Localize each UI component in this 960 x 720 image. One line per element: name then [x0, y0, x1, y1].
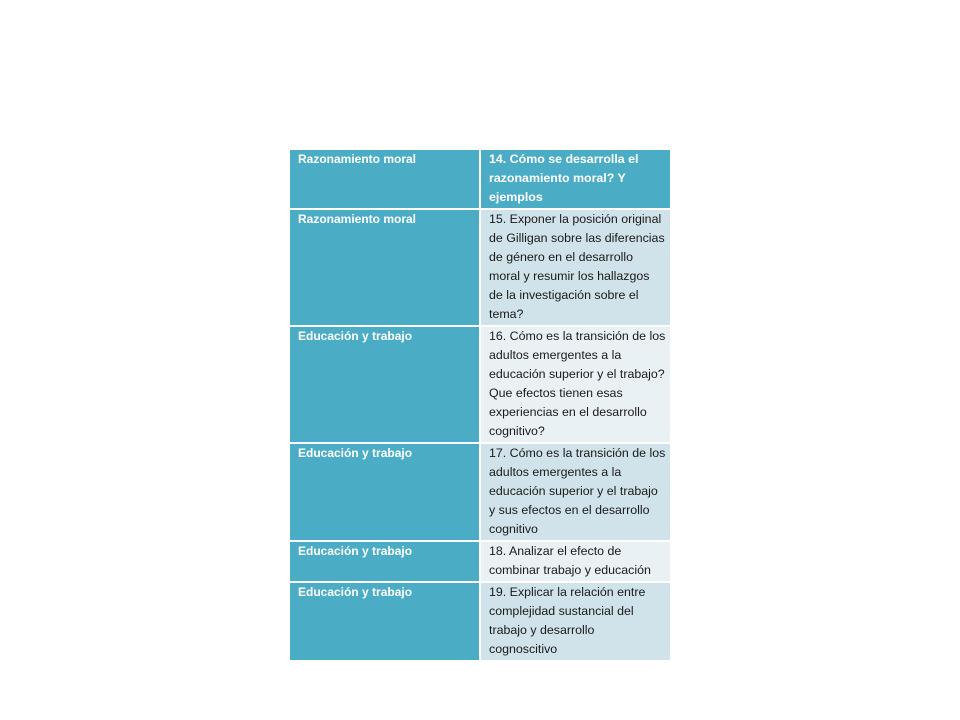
- question-cell: 16. Cómo es la transición de los adultos emergentes a la educación superior y el trabajo? Que efectos tienen esas experiencias en el desarrollo cognitivo?: [480, 326, 670, 443]
- table-row: [290, 326, 670, 443]
- question-cell: 18. Analizar el efecto de combinar trabajo y educación: [480, 541, 670, 582]
- category-cell: Razonamiento moral: [290, 150, 480, 209]
- category-cell: Educación y trabajo: [290, 326, 480, 443]
- category-cell: Educación y trabajo: [290, 443, 480, 541]
- table-header-row: [290, 150, 670, 209]
- topics-table: [290, 150, 670, 662]
- question-cell: 15. Exponer la posición original de Gilligan sobre las diferencias de género en el desarrollo moral y resumir los hallazgos de la investigación sobre el tema?: [480, 209, 670, 326]
- question-cell: 14. Cómo se desarrolla el razonamiento moral? Y ejemplos: [480, 150, 670, 209]
- table-row: [290, 209, 670, 326]
- category-cell: Educación y trabajo: [290, 541, 480, 582]
- question-cell: 19. Explicar la relación entre complejidad sustancial del trabajo y desarrollo cognoscitivo: [480, 582, 670, 661]
- table-row: [290, 541, 670, 582]
- category-cell: Educación y trabajo: [290, 582, 480, 661]
- category-cell: Razonamiento moral: [290, 209, 480, 326]
- question-cell: 17. Cómo es la transición de los adultos emergentes a la educación superior y el trabajo y sus efectos en el desarrollo cognitivo: [480, 443, 670, 541]
- table-row: [290, 443, 670, 541]
- table-row: [290, 582, 670, 661]
